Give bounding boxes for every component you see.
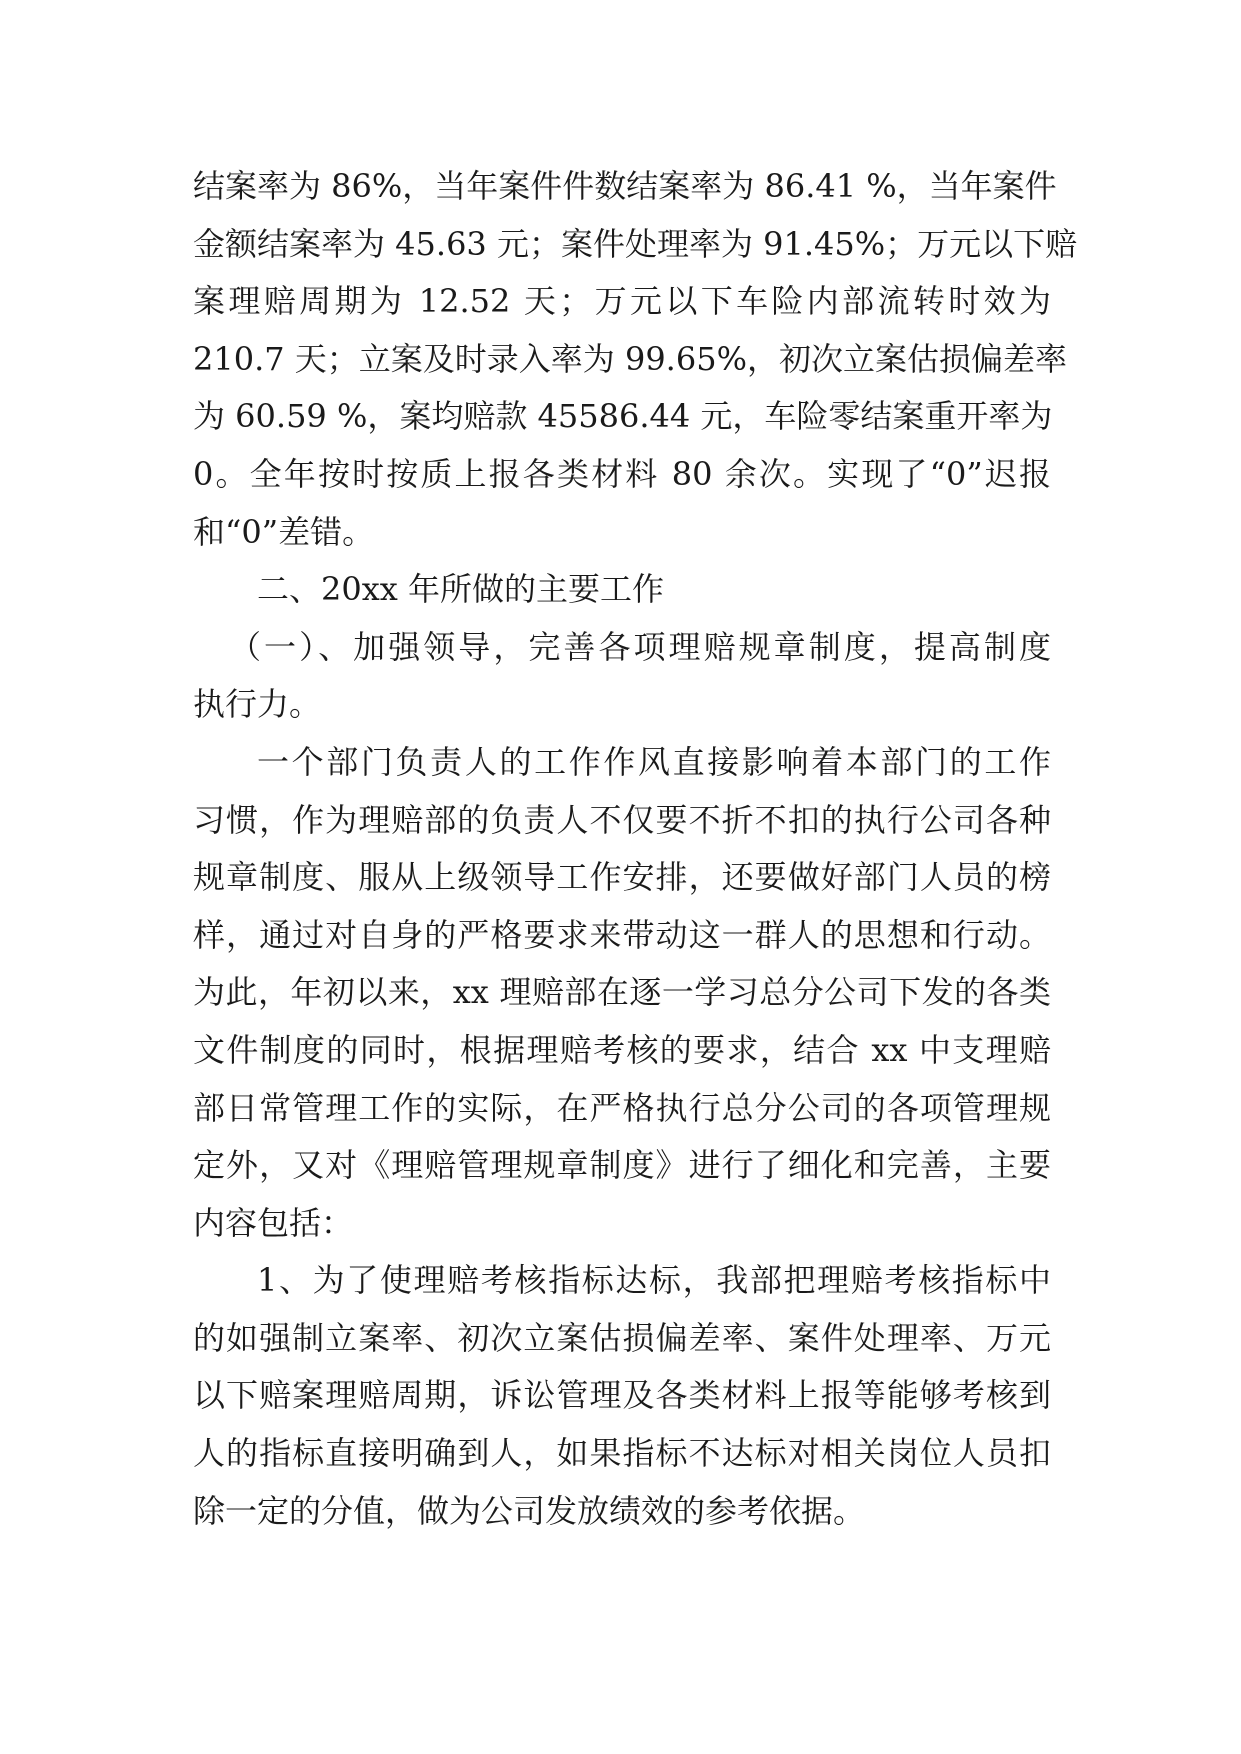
paragraph-statistics [193, 158, 1078, 561]
paragraph-leadership [193, 734, 1051, 1252]
section-heading [193, 561, 1051, 619]
text-line: 样，通过对自身的严格要求来带动这一群人的思想和行动。 [193, 915, 1051, 954]
text-line: 一个部门负责人的工作作风直接影响着本部门的工作 [257, 742, 1051, 781]
text-line: 的如强制立案率、初次立案估损偏差率、案件处理率、万元 [193, 1318, 1051, 1357]
text-line: 执行力。 [193, 685, 322, 724]
text-line: 为 60.59 %，案均赔款 45586.44 元，车险零结案重开率为 [193, 397, 1053, 436]
text-line: 为此，年初以来，xx 理赔部在逐一学习总分公司下发的各类 [193, 973, 1051, 1012]
text-line: 结案率为 86%，当年案件件数结案率为 86.41 %，当年案件 [193, 167, 1057, 205]
section-heading-text: 二、20xx 年所做的主要工作 [257, 570, 664, 609]
subsection-heading [193, 619, 1051, 734]
text-line: 部日常管理工作的实际，在严格执行总分公司的各项管理规 [193, 1088, 1051, 1127]
text-line: 金额结案率为 45.63 元；案件处理率为 91.45%；万元以下赔 [193, 224, 1078, 263]
text-line: （一）、加强领导，完善各项理赔规章制度，提高制度 [229, 627, 1051, 666]
text-line: 210.7 天；立案及时录入率为 99.65%，初次立案估损偏差率 [193, 339, 1067, 378]
text-line: 人的指标直接明确到人，如果指标不达标对相关岗位人员扣 [193, 1434, 1051, 1473]
text-line: 1、为了使理赔考核指标达标，我部把理赔考核指标中 [257, 1261, 1051, 1300]
text-line: 定外，又对《理赔管理规章制度》进行了细化和完善，主要 [193, 1146, 1051, 1185]
text-line: 文件制度的同时，根据理赔考核的要求，结合 xx 中支理赔 [193, 1030, 1051, 1069]
text-line: 以下赔案理赔周期，诉讼管理及各类材料上报等能够考核到 [193, 1376, 1051, 1415]
paragraph-item-1 [193, 1252, 1051, 1540]
text-line: 规章制度、服从上级领导工作安排，还要做好部门人员的榜 [193, 858, 1051, 897]
text-line: 0。全年按时按质上报各类材料 80 余次。实现了“0”迟报 [193, 454, 1051, 493]
text-line: 习惯，作为理赔部的负责人不仅要不折不扣的执行公司各种 [193, 800, 1051, 839]
document-body [193, 158, 1078, 1540]
text-line: 除一定的分值，做为公司发放绩效的参考依据。 [193, 1491, 866, 1530]
text-line: 和“0”差错。 [193, 512, 375, 551]
text-line: 内容包括： [193, 1203, 354, 1242]
text-line: 案理赔周期为 12.52 天；万元以下车险内部流转时效为 [193, 282, 1051, 321]
